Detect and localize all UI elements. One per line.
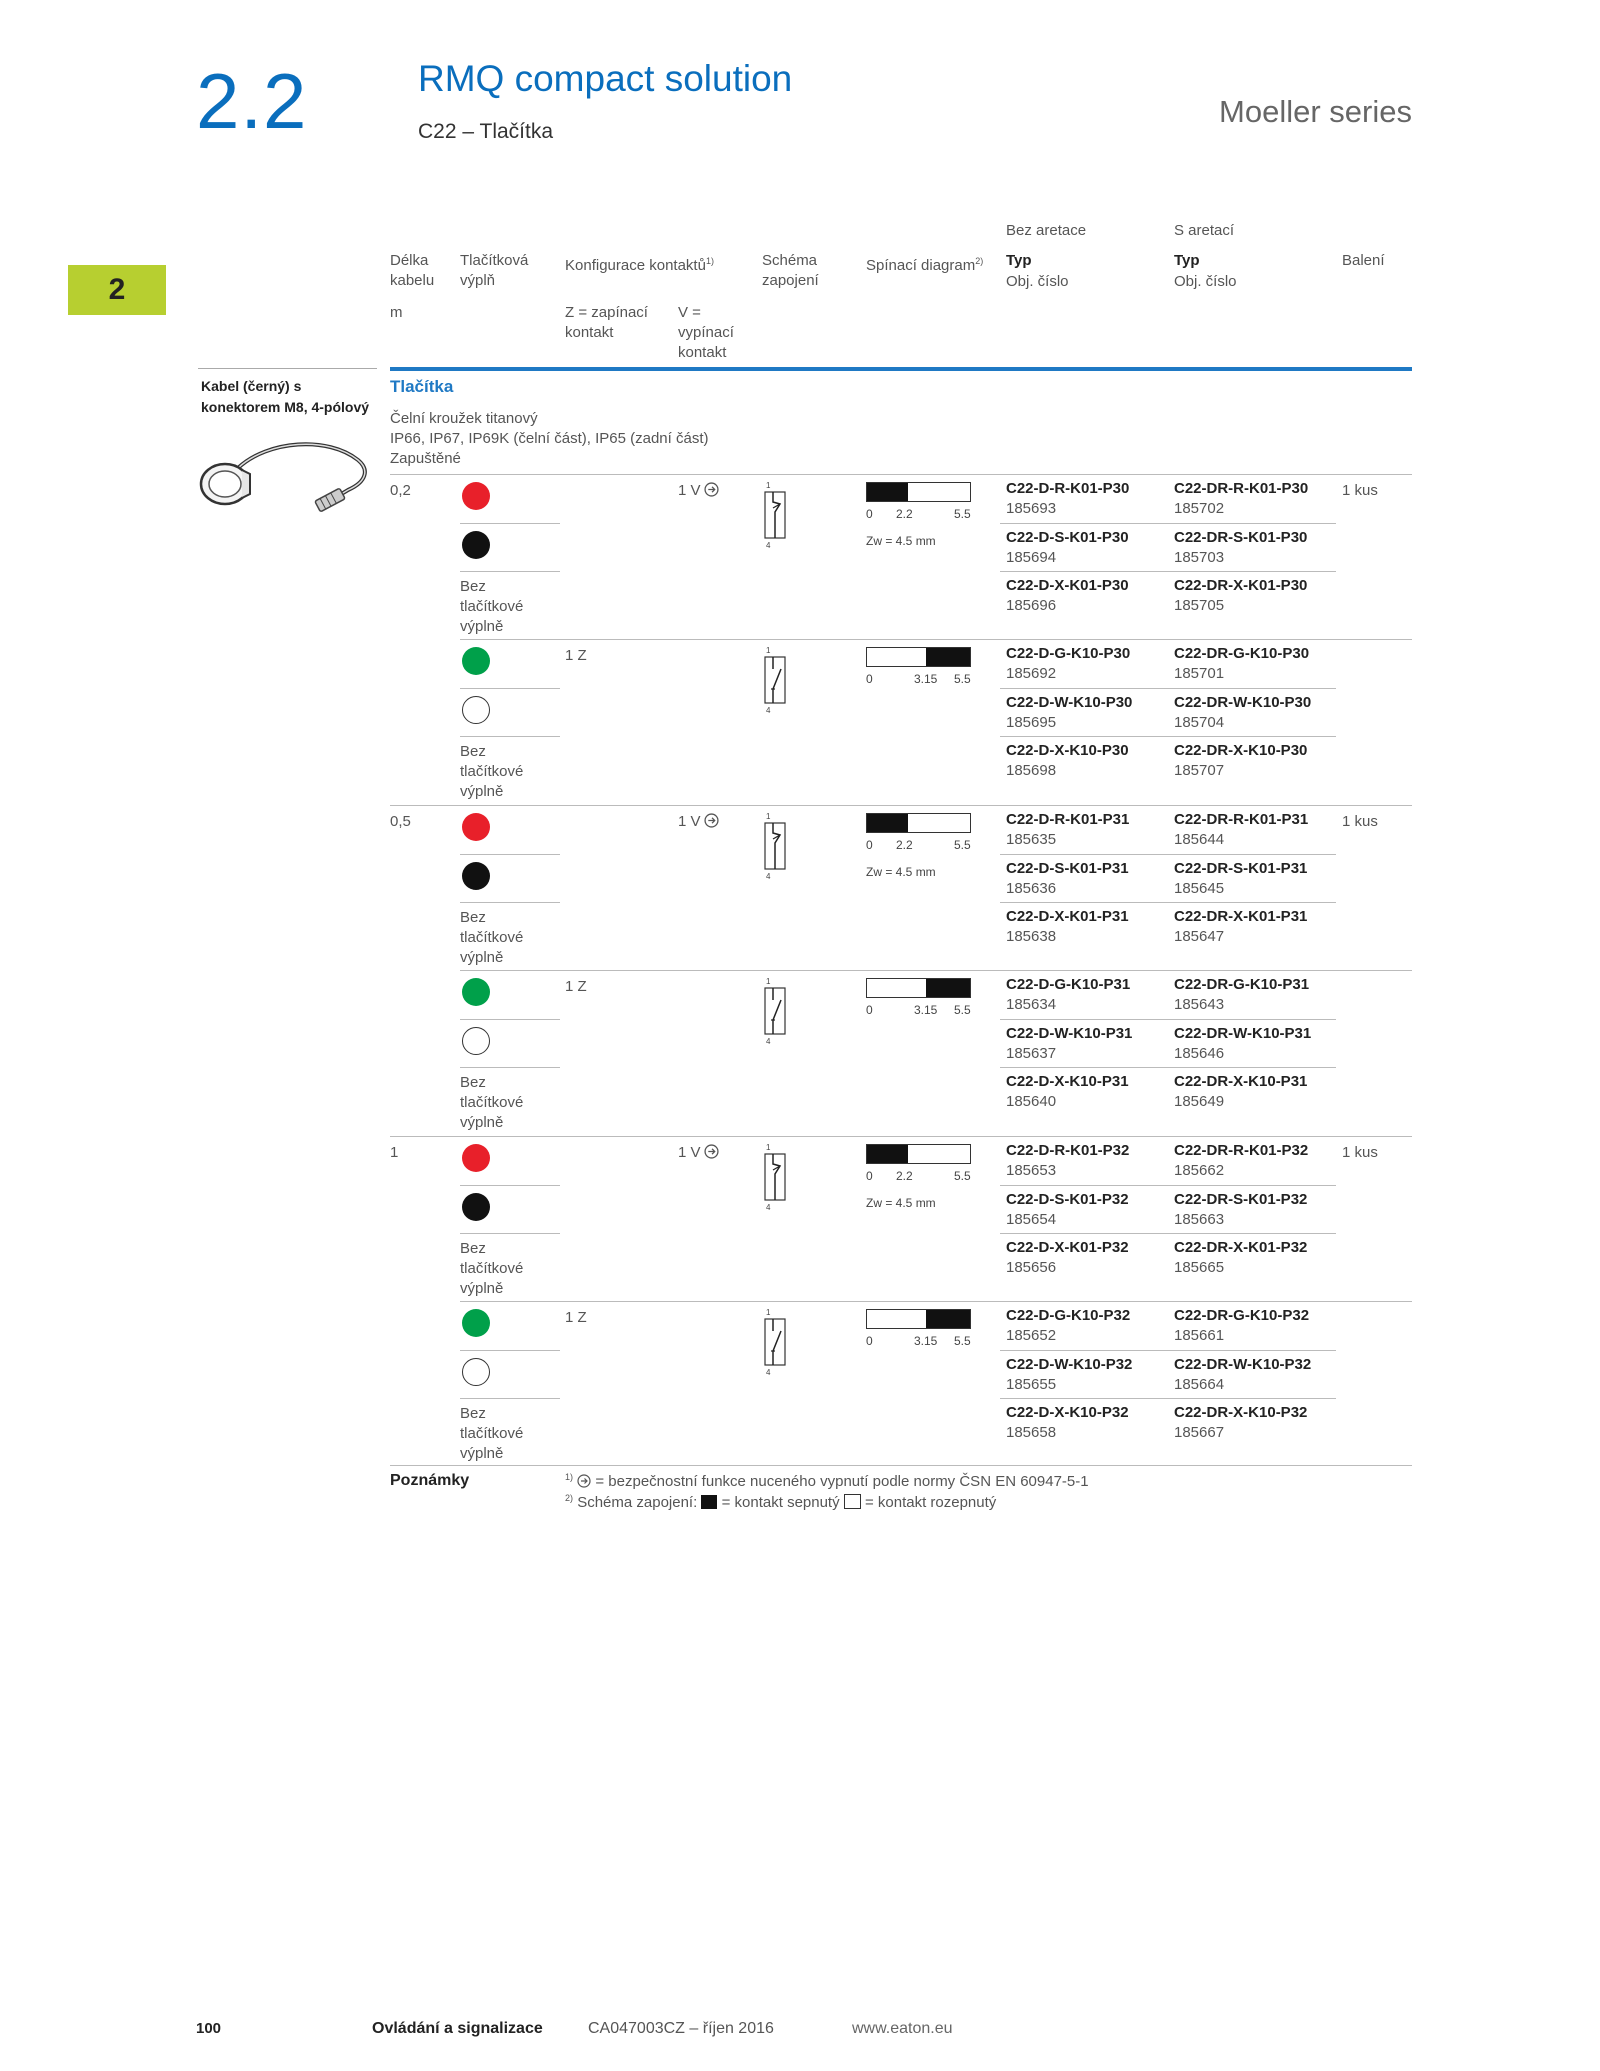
group-divider [390, 805, 1412, 806]
product-divider [1000, 1350, 1336, 1351]
order-number-latch: 185646 [1174, 1044, 1225, 1062]
type-code-no-latch[interactable]: C22-D-X-K10-P32 [1006, 1404, 1129, 1421]
header-obj-2: Obj. číslo [1174, 273, 1237, 290]
insert-divider [460, 854, 560, 855]
switching-diagram-mid: 3.15 [914, 672, 938, 686]
note-2-text-b: = kontakt sepnutý [721, 1494, 840, 1511]
type-code-no-latch[interactable]: C22-D-G-K10-P30 [1006, 645, 1131, 662]
note-1 [565, 1472, 1089, 1490]
type-code-no-latch[interactable]: C22-D-R-K01-P32 [1006, 1142, 1130, 1159]
header-schema: Schéma zapojení [762, 252, 819, 289]
order-number-latch: 185703 [1174, 548, 1225, 566]
notes-title: Poznámky [390, 1472, 470, 1489]
switching-diagram-bar [866, 1309, 971, 1329]
contact-config-text: 1 Z [565, 647, 587, 664]
order-number-latch: 185702 [1174, 500, 1225, 517]
safety-arrow-icon [704, 813, 719, 828]
product-divider [1000, 1067, 1336, 1068]
button-color-swatch [462, 1144, 490, 1172]
desc-line-2: IP66, IP67, IP69K (čelní část), IP65 (zadní část) [390, 430, 709, 447]
type-code-no-latch[interactable]: C22-D-G-K10-P32 [1006, 1307, 1131, 1324]
chapter-tab[interactable]: 2 [68, 265, 166, 315]
type-code-no-latch[interactable]: C22-D-X-K01-P31 [1006, 908, 1129, 925]
section-description [390, 409, 709, 469]
contact-config-text: 1 Z [565, 978, 587, 995]
packaging: 1 kus [1342, 813, 1378, 830]
side-rule [198, 368, 377, 369]
svg-text:4: 4 [766, 706, 771, 715]
footer-url[interactable]: www.eaton.eu [852, 2020, 953, 2037]
switching-diagram-fill [867, 483, 908, 501]
note-2 [565, 1493, 996, 1511]
insert-divider [460, 1185, 560, 1186]
type-code-no-latch[interactable]: C22-D-S-K01-P31 [1006, 859, 1129, 877]
insert-divider [460, 1019, 560, 1020]
schema-v-icon [763, 480, 791, 550]
header-spinaci [866, 251, 983, 276]
no-insert-label: Bez tlačítkové výplně [460, 743, 524, 800]
switching-diagram-end: 5.5 [954, 672, 971, 686]
note-2-sup: 2) [565, 1493, 574, 1503]
order-number-no-latch: 185634 [1006, 996, 1057, 1013]
order-number-no-latch: 185653 [1006, 1162, 1057, 1179]
switching-diagram-mid: 3.15 [914, 1003, 938, 1017]
order-number-no-latch: 185692 [1006, 665, 1057, 682]
type-code-no-latch[interactable]: C22-D-G-K10-P31 [1006, 976, 1131, 993]
button-color-swatch [462, 1193, 490, 1221]
header-tlacitkova: Tlačítková výplň [460, 252, 529, 289]
product-divider [1000, 1233, 1336, 1234]
type-code-no-latch[interactable]: C22-D-S-K01-P32 [1006, 1190, 1129, 1208]
safety-arrow-icon [704, 482, 719, 497]
type-code-no-latch[interactable]: C22-D-X-K01-P30 [1006, 577, 1129, 594]
order-number-no-latch: 185698 [1006, 762, 1057, 779]
order-number-latch: 185705 [1174, 597, 1225, 614]
switching-diagram-start: 0 [866, 672, 873, 686]
cable-length: 0,2 [390, 482, 411, 499]
type-code-latch[interactable]: C22-DR-X-K01-P32 [1174, 1239, 1308, 1256]
footer-page-number: 100 [196, 2020, 222, 2037]
schema-z-icon [763, 976, 791, 1046]
open-contact-swatch-icon [844, 1494, 861, 1509]
order-number-latch: 185643 [1174, 996, 1225, 1013]
order-number-no-latch: 185636 [1006, 879, 1057, 897]
contact-config [678, 813, 719, 830]
order-number-no-latch: 185693 [1006, 500, 1057, 517]
header-delka: Délka kabelu [390, 252, 435, 289]
header-unit: m [390, 304, 403, 321]
header-v-def: V = vypínací kontakt [678, 304, 734, 361]
order-number-latch: 185704 [1174, 713, 1225, 731]
type-code-no-latch[interactable]: C22-D-W-K10-P31 [1006, 1024, 1133, 1042]
contact-config-text: 1 V [678, 813, 701, 830]
contact-config [678, 482, 719, 499]
order-number-no-latch: 185658 [1006, 1424, 1057, 1441]
switching-diagram-end: 5.5 [954, 1003, 971, 1017]
order-number-no-latch: 185694 [1006, 548, 1057, 566]
section-number: 2.2 [196, 57, 308, 145]
type-code-latch[interactable]: C22-DR-X-K10-P32 [1174, 1404, 1308, 1421]
type-code-no-latch[interactable]: C22-D-X-K10-P30 [1006, 742, 1129, 759]
order-number-latch: 185707 [1174, 762, 1225, 779]
product-divider [1000, 1185, 1336, 1186]
order-number-no-latch: 185695 [1006, 713, 1057, 731]
insert-divider [460, 688, 560, 689]
no-insert-label: Bez tlačítkové výplně [460, 1405, 524, 1462]
footer-doc-id: CA047003CZ – říjen 2016 [588, 2020, 774, 2037]
contact-config [565, 647, 587, 664]
insert-divider [460, 1350, 560, 1351]
header-z-def: Z = zapínací kontakt [565, 304, 648, 341]
product-divider [1000, 688, 1336, 689]
switching-diagram-fill [867, 814, 908, 832]
header-bez-aretace: Bez aretace [1006, 222, 1087, 239]
svg-text:4: 4 [766, 872, 771, 881]
note-2-text-c: = kontakt rozepnutý [864, 1494, 997, 1511]
product-divider [1000, 523, 1336, 524]
sub-divider [460, 1301, 1412, 1302]
insert-divider [460, 736, 560, 737]
switching-diagram-zw: Zw = 4.5 mm [866, 1196, 936, 1210]
safety-arrow-icon [704, 1144, 719, 1159]
contact-config-text: 1 V [678, 1144, 701, 1161]
type-code-latch[interactable]: C22-DR-R-K01-P32 [1174, 1142, 1309, 1159]
switching-diagram-start: 0 [866, 1169, 873, 1183]
switching-diagram-end: 5.5 [954, 1334, 971, 1348]
switching-diagram-end: 5.5 [954, 838, 971, 852]
header-typ-2-text: Typ [1174, 252, 1200, 269]
button-color-swatch [462, 813, 490, 841]
header-obj-1: Obj. číslo [1006, 273, 1069, 290]
order-number-no-latch: 185637 [1006, 1044, 1057, 1062]
header-typ-2 [1174, 251, 1200, 271]
desc-line-3: Zapuštěné [390, 450, 461, 467]
switching-diagram-fill [867, 1145, 908, 1163]
header-rule [390, 367, 1412, 371]
order-number-no-latch: 185696 [1006, 597, 1057, 614]
closed-contact-swatch-icon [701, 1495, 717, 1509]
switching-diagram-fill [926, 979, 970, 997]
svg-text:4: 4 [766, 1368, 771, 1377]
contact-config-text: 1 V [678, 482, 701, 499]
product-divider [1000, 1019, 1336, 1020]
schema-v-icon [763, 1142, 791, 1212]
note-1-sup: 1) [565, 1472, 574, 1482]
order-number-latch: 185665 [1174, 1259, 1225, 1276]
cable-image [198, 440, 378, 520]
sub-divider [460, 970, 1412, 971]
type-code-latch[interactable]: C22-DR-G-K10-P31 [1174, 976, 1310, 993]
switching-diagram-start: 0 [866, 507, 873, 521]
button-color-swatch [462, 862, 490, 890]
insert-divider [460, 523, 560, 524]
type-code-no-latch[interactable]: C22-D-W-K10-P30 [1006, 693, 1133, 711]
type-code-latch[interactable]: C22-DR-X-K01-P30 [1174, 577, 1308, 594]
switching-diagram-bar [866, 647, 971, 667]
no-insert-label: Bez tlačítkové výplně [460, 909, 524, 966]
product-divider [1000, 736, 1336, 737]
type-code-latch[interactable]: C22-DR-S-K01-P30 [1174, 528, 1308, 546]
order-number-latch: 185644 [1174, 831, 1225, 848]
type-code-no-latch[interactable]: C22-D-W-K10-P32 [1006, 1355, 1133, 1373]
button-color-swatch [462, 1309, 490, 1337]
note-1-text: = bezpečnostní funkce nuceného vypnutí podle normy ČSN EN 60947-5-1 [595, 1473, 1089, 1490]
type-code-latch[interactable]: C22-DR-W-K10-P32 [1174, 1355, 1312, 1373]
footer-chapter: Ovládání a signalizace [372, 2020, 543, 2037]
switching-diagram-end: 5.5 [954, 1169, 971, 1183]
button-color-swatch [462, 1358, 490, 1386]
switching-diagram-fill [926, 1310, 970, 1328]
switching-diagram-end: 5.5 [954, 507, 971, 521]
contact-config [678, 1144, 719, 1161]
order-number-no-latch: 185654 [1006, 1210, 1057, 1228]
insert-divider [460, 902, 560, 903]
header-spinaci-text: Spínací diagram [866, 257, 976, 274]
switching-diagram-start: 0 [866, 838, 873, 852]
type-code-no-latch[interactable]: C22-D-R-K01-P30 [1006, 480, 1130, 497]
order-number-latch: 185664 [1174, 1375, 1225, 1393]
button-color-swatch [462, 531, 490, 559]
header-konfigurace [565, 251, 714, 276]
order-number-no-latch: 185638 [1006, 928, 1057, 945]
button-color-swatch [462, 482, 490, 510]
type-code-latch[interactable]: C22-DR-X-K10-P30 [1174, 742, 1308, 759]
type-code-latch[interactable]: C22-DR-G-K10-P32 [1174, 1307, 1310, 1324]
switching-diagram-mid: 3.15 [914, 1334, 938, 1348]
note-2-text-a: Schéma zapojení: [577, 1494, 698, 1511]
switching-diagram-bar [866, 1144, 971, 1164]
type-code-latch[interactable]: C22-DR-R-K01-P30 [1174, 480, 1309, 497]
schema-v-icon [763, 811, 791, 881]
contact-config [565, 1309, 587, 1326]
svg-text:4: 4 [766, 1203, 771, 1212]
header-konfigurace-text: Konfigurace kontaktů [565, 257, 706, 274]
packaging: 1 kus [1342, 482, 1378, 499]
no-insert-label: Bez tlačítkové výplně [460, 1074, 524, 1131]
safety-arrow-icon [577, 1474, 591, 1488]
page-title: RMQ compact solution [418, 58, 793, 99]
cable-length: 1 [390, 1144, 399, 1161]
header-konfigurace-sup: 1) [705, 256, 714, 266]
type-code-latch[interactable]: C22-DR-R-K01-P31 [1174, 811, 1309, 828]
type-code-no-latch[interactable]: C22-D-X-K10-P31 [1006, 1073, 1129, 1090]
type-code-latch[interactable]: C22-DR-X-K01-P31 [1174, 908, 1308, 925]
insert-divider [460, 1398, 560, 1399]
type-code-latch[interactable]: C22-DR-W-K10-P30 [1174, 693, 1312, 711]
type-code-latch[interactable]: C22-DR-W-K10-P31 [1174, 1024, 1312, 1042]
order-number-latch: 185649 [1174, 1093, 1225, 1110]
group-divider [390, 474, 1412, 475]
product-divider [1000, 571, 1336, 572]
order-number-latch: 185647 [1174, 928, 1225, 945]
order-number-latch: 185662 [1174, 1162, 1225, 1179]
header-baleni: Balení [1342, 252, 1385, 269]
contact-config [565, 978, 587, 995]
order-number-latch: 185667 [1174, 1424, 1225, 1441]
svg-text:1: 1 [766, 1308, 771, 1317]
product-divider [1000, 902, 1336, 903]
button-color-swatch [462, 647, 490, 675]
order-number-latch: 185661 [1174, 1327, 1225, 1344]
svg-text:4: 4 [766, 541, 771, 550]
product-divider [1000, 854, 1336, 855]
switching-diagram-zw: Zw = 4.5 mm [866, 865, 936, 879]
svg-text:1: 1 [766, 812, 771, 821]
switching-diagram-bar [866, 813, 971, 833]
schema-z-icon [763, 645, 791, 715]
desc-line-1: Čelní kroužek titanový [390, 410, 538, 427]
type-code-no-latch[interactable]: C22-D-S-K01-P30 [1006, 528, 1129, 546]
no-insert-label: Bez tlačítkové výplně [460, 1240, 524, 1297]
svg-text:1: 1 [766, 481, 771, 490]
insert-divider [460, 1067, 560, 1068]
schema-z-icon [763, 1307, 791, 1377]
type-code-latch[interactable]: C22-DR-G-K10-P30 [1174, 645, 1310, 662]
svg-text:1: 1 [766, 1143, 771, 1152]
type-code-latch[interactable]: C22-DR-X-K10-P31 [1174, 1073, 1308, 1090]
order-number-no-latch: 185655 [1006, 1375, 1057, 1393]
svg-text:1: 1 [766, 646, 771, 655]
switching-diagram-start: 0 [866, 1003, 873, 1017]
order-number-latch: 185701 [1174, 665, 1225, 682]
type-code-latch[interactable]: C22-DR-S-K01-P31 [1174, 859, 1308, 877]
sub-divider [460, 639, 1412, 640]
page-subtitle: C22 – Tlačítka [418, 120, 554, 143]
button-color-swatch [462, 1027, 490, 1055]
contact-config-text: 1 Z [565, 1309, 587, 1326]
section-title: Tlačítka [390, 377, 454, 396]
header-typ-1-text: Typ [1006, 252, 1032, 269]
header-spinaci-sup: 2) [975, 256, 984, 266]
insert-divider [460, 571, 560, 572]
type-code-no-latch[interactable]: C22-D-R-K01-P31 [1006, 811, 1130, 828]
series-label: Moeller series [1219, 94, 1412, 129]
packaging: 1 kus [1342, 1144, 1378, 1161]
cable-length: 0,5 [390, 813, 411, 830]
type-code-latch[interactable]: C22-DR-S-K01-P32 [1174, 1190, 1308, 1208]
insert-divider [460, 1233, 560, 1234]
table-end-rule [390, 1465, 1412, 1466]
type-code-no-latch[interactable]: C22-D-X-K01-P32 [1006, 1239, 1129, 1256]
switching-diagram-zw: Zw = 4.5 mm [866, 534, 936, 548]
group-divider [390, 1136, 1412, 1137]
order-number-no-latch: 185656 [1006, 1259, 1057, 1276]
button-color-swatch [462, 978, 490, 1006]
header-s-aretaci: S aretací [1174, 222, 1235, 239]
switching-diagram-mid: 2.2 [896, 1169, 913, 1183]
order-number-latch: 185663 [1174, 1210, 1225, 1228]
order-number-no-latch: 185635 [1006, 831, 1057, 848]
order-number-no-latch: 185640 [1006, 1093, 1057, 1110]
cable-label: Kabel (černý) s konektorem M8, 4-pólový [201, 378, 370, 415]
order-number-no-latch: 185652 [1006, 1327, 1057, 1344]
switching-diagram-bar [866, 978, 971, 998]
svg-text:4: 4 [766, 1037, 771, 1046]
no-insert-label: Bez tlačítkové výplně [460, 578, 524, 635]
switching-diagram-mid: 2.2 [896, 507, 913, 521]
header-typ-1 [1006, 251, 1032, 271]
order-number-latch: 185645 [1174, 879, 1225, 897]
switching-diagram-mid: 2.2 [896, 838, 913, 852]
svg-text:1: 1 [766, 977, 771, 986]
product-divider [1000, 1398, 1336, 1399]
switching-diagram-start: 0 [866, 1334, 873, 1348]
switching-diagram-bar [866, 482, 971, 502]
switching-diagram-fill [926, 648, 970, 666]
button-color-swatch [462, 696, 490, 724]
